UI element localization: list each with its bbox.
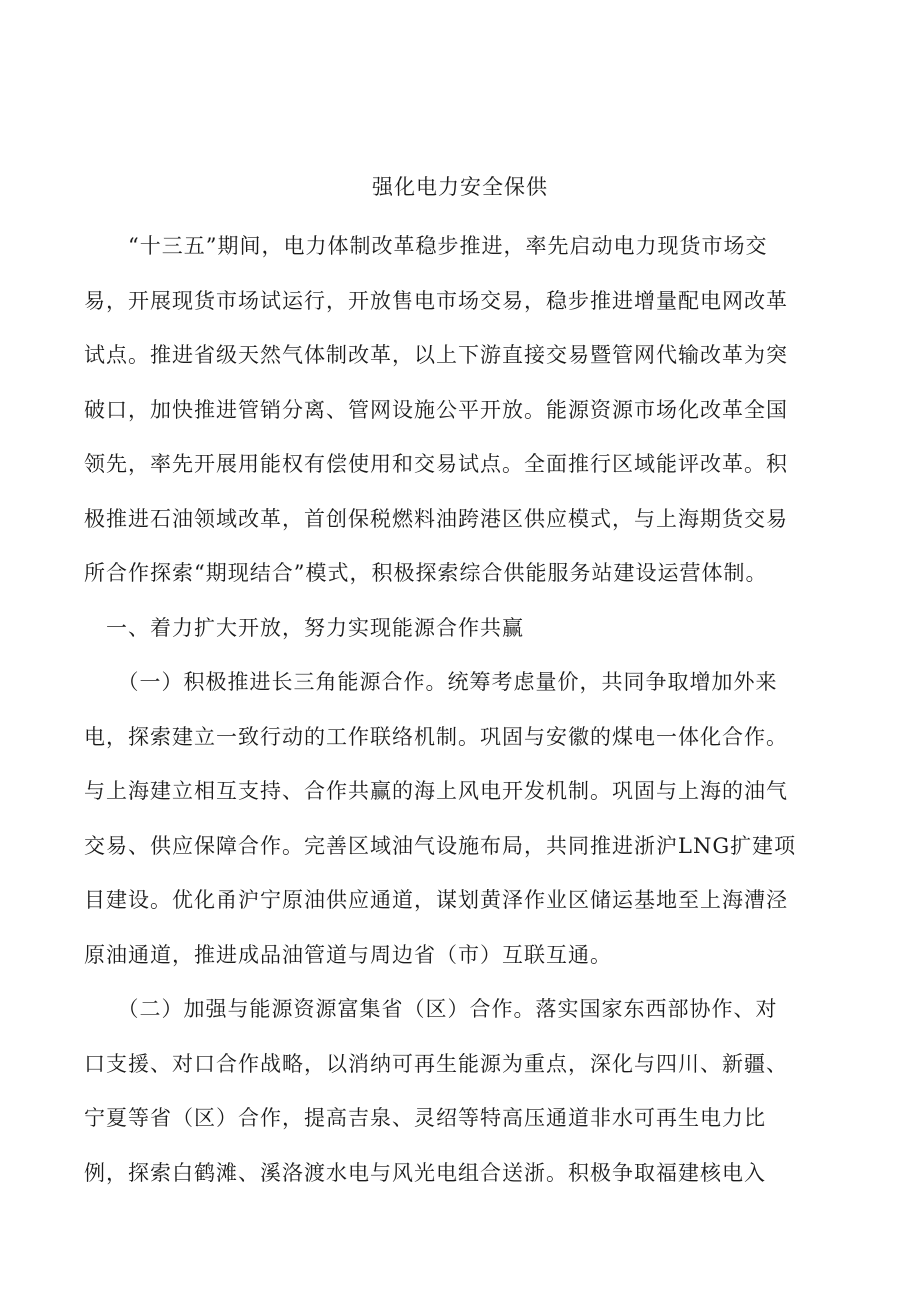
paragraph-line: （一）积极推进长三角能源合作。统筹考虑量价，共同争取增加外来 xyxy=(84,670,778,694)
paragraph-line: 口支援、对口合作战略，以消纳可再生能源为重点，深化与四川、新疆、 xyxy=(84,1052,788,1076)
paragraph-line: 原油通道，推进成品油管道与周边省（市）互联互通。 xyxy=(84,943,612,967)
paragraph-line: 所合作探索“期现结合”模式，积极探索综合供能服务站建设运营体制。 xyxy=(84,561,768,585)
paragraph-line: 例，探索白鹤滩、溪洛渡水电与风光电组合送浙。积极争取福建核电入 xyxy=(84,1161,766,1185)
paragraph-line: 易，开展现货市场试运行，开放售电市场交易，稳步推进增量配电网改革 xyxy=(84,289,788,313)
section-heading: 一、着力扩大开放，努力实现能源合作共赢 xyxy=(84,616,524,640)
paragraph-line: （二）加强与能源资源富集省（区）合作。落实国家东西部协作、对 xyxy=(84,997,778,1021)
paragraph-line: 极推进石油领域改革，首创保税燃料油跨港区供应模式，与上海期货交易 xyxy=(84,507,788,531)
paragraph-line: “十三五”期间，电力体制改革稳步推进，率先启动电力现货市场交 xyxy=(84,234,768,258)
paragraph-line: 目建设。优化甬沪宁原油供应通道，谋划黄泽作业区储运基地至上海漕泾 xyxy=(84,888,788,912)
paragraph-line: 交易、供应保障合作。完善区域油气设施布局，共同推进浙沪LNG扩建项 xyxy=(84,834,797,858)
paragraph-line: 试点。推进省级天然气体制改革，以上下游直接交易暨管网代输改革为突 xyxy=(84,343,788,367)
paragraph-line: 领先，率先开展用能权有偿使用和交易试点。全面推行区域能评改革。积 xyxy=(84,452,788,476)
paragraph-line: 电，探索建立一致行动的工作联络机制。巩固与安徽的煤电一体化合作。 xyxy=(84,725,788,749)
paragraph-line: 宁夏等省（区）合作，提高吉泉、灵绍等特高压通道非水可再生电力比 xyxy=(84,1106,766,1130)
paragraph-line: 与上海建立相互支持、合作共赢的海上风电开发机制。巩固与上海的油气 xyxy=(84,779,788,803)
document-title: 强化电力安全保供 xyxy=(372,175,548,199)
paragraph-line: 破口，加快推进管销分离、管网设施公平开放。能源资源市场化改革全国 xyxy=(84,398,788,422)
